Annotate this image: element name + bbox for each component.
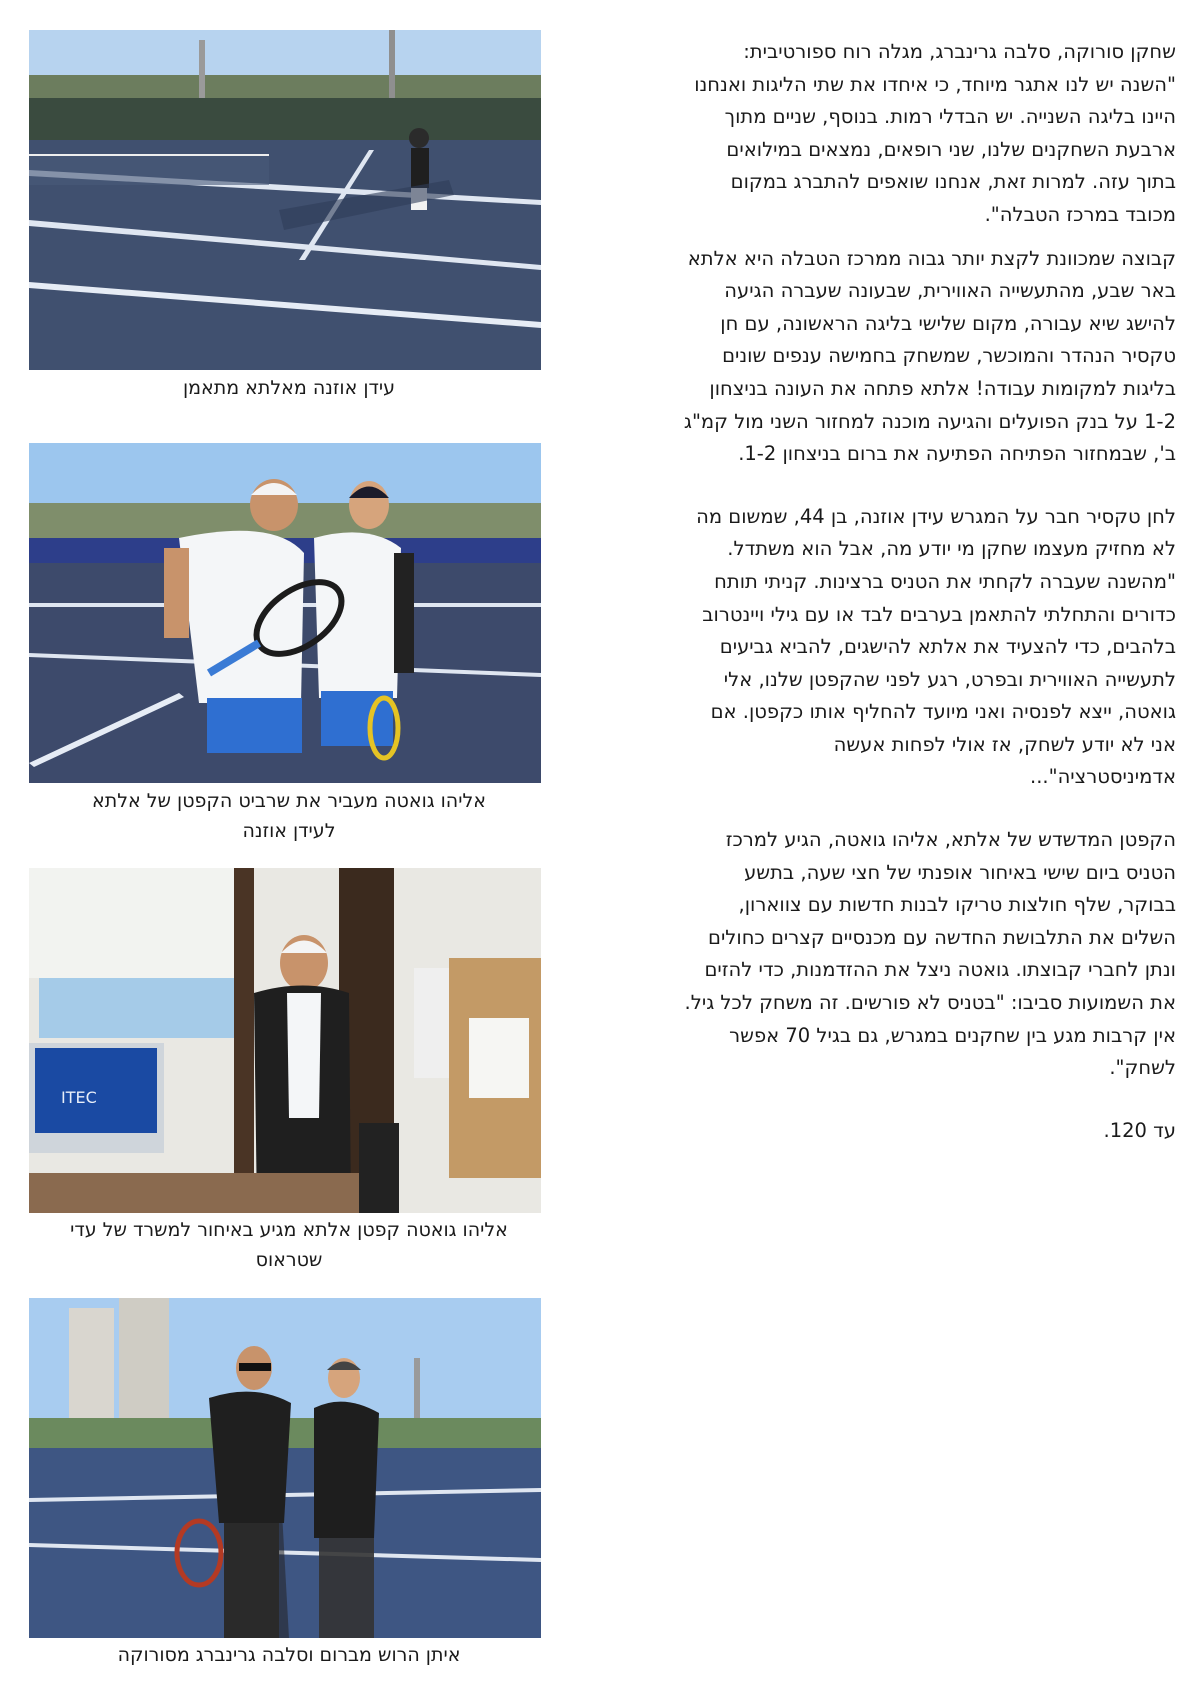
- caption-net: איתן הרוש מברום וסלבה גרינברג מסורוקה: [117, 1644, 461, 1666]
- photo-handover-image: [29, 443, 541, 783]
- photo-office-image: [29, 868, 541, 1213]
- text-line: הקפטן המדשדש של אלתא, אליהו גואטה, הגיע למרכז: [725, 828, 1176, 852]
- text-line: "מהשנה שעברה לקחתי את הטניס ברצינות. קניתי תותח: [714, 569, 1176, 593]
- text-line: טקסיר הנהדר והמוכשר, שמשחק בחמישה ענפים שונים: [722, 344, 1176, 368]
- text-line: לא מחזיק מעצמו שחקן מי יודע מה, אבל הוא משתדל.: [727, 537, 1176, 561]
- text-line: באר שבע, מהתעשייה האווירית, שבעונה שעברה הגיעה: [724, 279, 1176, 303]
- text-line: אדמיניסטרציה"...: [1030, 765, 1176, 789]
- paragraph-2: [600, 243, 1176, 471]
- text-line: להישג שיא עבורה, מקום שלישי בליגה הראשונה, עם חן: [720, 311, 1176, 335]
- text-line: "השנה יש לנו אתגר מיוחד, כי איחדו את שתי הליגות ואנחנו: [694, 72, 1176, 96]
- text-line: אין קרבות מגע בין שחקנים במגרש, גם בגיל 70 אפשר: [729, 1023, 1176, 1047]
- photo-net: [29, 1298, 541, 1638]
- text-line: גואטה, ייצא לפנסיה ואני מיועד להחליף אותו כקפטן. אם: [710, 700, 1176, 724]
- text-line: ב', שבמחזור הפתיחה הפתיעה את ברום בניצחון 1-2.: [738, 442, 1176, 466]
- caption-line: לעידן אוזנה: [242, 820, 336, 842]
- caption-line: אליהו גואטה מעביר את שרביט הקפטן של אלתא: [92, 790, 486, 812]
- caption-handover: [29, 786, 549, 846]
- article-text: [600, 36, 1176, 1147]
- photo-net-image: [29, 1298, 541, 1638]
- caption-line: שטראוס: [255, 1249, 323, 1271]
- text-line: השלים את התלבושת החדשה עם מכנסיים קצרים כחולים: [708, 925, 1176, 949]
- photo-office: [29, 868, 541, 1213]
- text-line: בליגות למקומות עבודה! אלתא פתחה את העונה בניצחון: [709, 376, 1176, 400]
- caption-line: אליהו גואטה קפטן אלתא מגיע באיחור למשרד של עדי: [70, 1219, 508, 1241]
- text-line: בלהבים, כדי להצעיד את אלתא להישגים, להביא גביעים: [719, 635, 1176, 659]
- paragraph-4: [600, 824, 1176, 1085]
- text-line: לשחק".: [1109, 1056, 1176, 1080]
- text-line: כדורים והתחלתי להתאמן בערבים לבד או עם גילי ויינטרוב: [702, 602, 1176, 626]
- text-line: הטניס ביום שישי באיחור אופנתי של חצי שעה, בתשע: [744, 860, 1176, 884]
- text-line: את השמועות סביבו: "בטניס לא פורשים. זה משחק לכל גיל.: [684, 991, 1176, 1015]
- text-line: אני לא יודע לשחק, אז אולי לפחות אעשה: [833, 732, 1176, 756]
- photo-practice: [29, 30, 541, 370]
- photo-practice-image: [29, 30, 541, 370]
- monitor-logo-text: ITEC: [61, 1088, 97, 1107]
- text-line: היינו בליגה השנייה. יש הבדלי רמות. בנוסף, שניים מתוך: [724, 105, 1176, 129]
- text-line: ונתן לחברי קבוצתו. גואטה ניצל את ההזדמנות, כדי להזים: [704, 958, 1176, 982]
- paragraph-3: [600, 501, 1176, 794]
- caption-office: [29, 1215, 549, 1275]
- text-line: לחן טקסיר חבר על המגרש עידן אוזנה, בן 44, שמשום מה: [696, 504, 1176, 528]
- paragraph-1: [600, 36, 1176, 232]
- text-line: בבוקר, שלף חולצות טריקו לבנות חדשות עם צווארון,: [738, 893, 1176, 917]
- text-line: בתוך עזה. למרות זאת, אנחנו שואפים להתברג במקום: [730, 170, 1176, 194]
- text-line: מכובד במרכז הטבלה".: [984, 202, 1176, 226]
- text-line: לתעשייה האווירית ובפרט, רגע לפני שהקפטן שלנו, אלי: [723, 667, 1176, 691]
- text-line: 1-2 על בנק הפועלים והגיעה מוכנה למחזור השני מול קמ"ג: [683, 409, 1176, 433]
- text-line: קבוצה שמכוונת לקצת יותר גבוה ממרכז הטבלה היא אלתא: [687, 246, 1176, 270]
- closing-line: עד 120.: [1103, 1118, 1176, 1142]
- text-line: ארבעת השחקנים שלנו, שני רופאים, נמצאים במילואים: [726, 137, 1176, 161]
- text-line: שחקן סורוקה, סלבה גרינברג, מגלה רוח ספורטיבית:: [743, 40, 1176, 63]
- photo-handover: [29, 443, 541, 783]
- caption-practice: עידן אוזנה מאלתא מתאמן: [182, 377, 396, 399]
